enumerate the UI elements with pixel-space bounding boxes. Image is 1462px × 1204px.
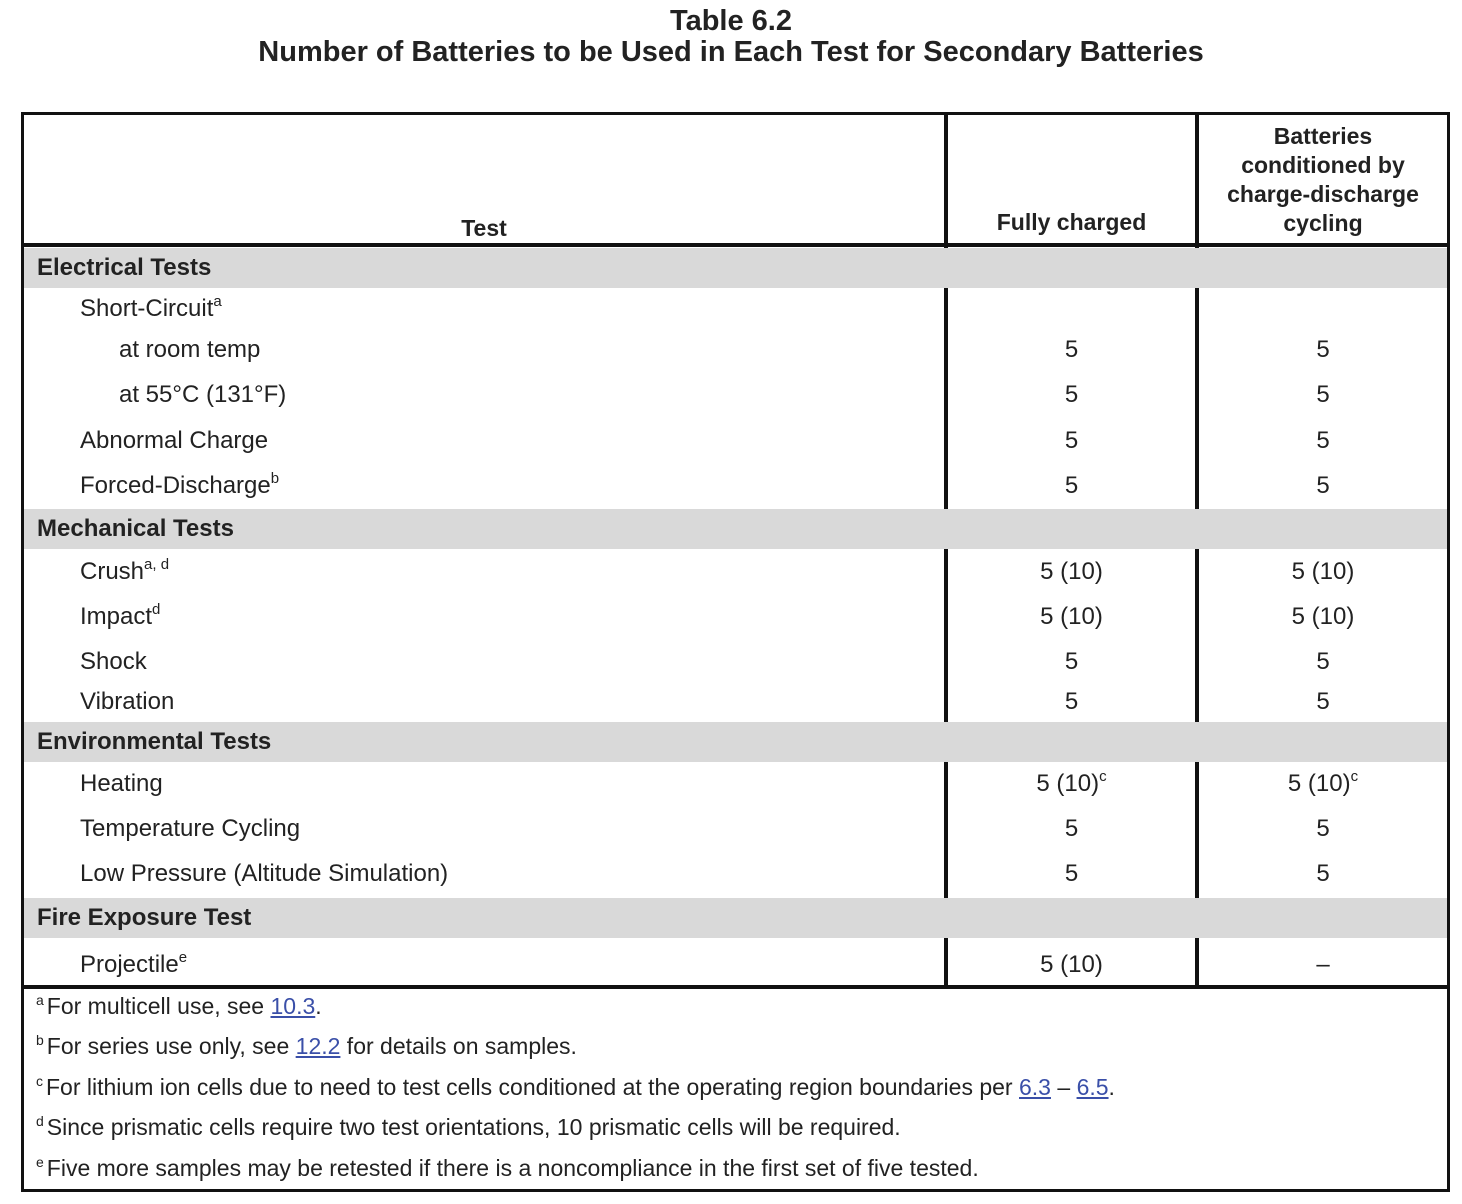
test-label-forced-discharge: Forced-Discharge$^b$ — [80, 470, 280, 499]
test-label-projectile: Projectile$^e$ — [80, 949, 188, 978]
footnote-c: $^c$ For lithium ion cells due to need to test cells conditioned at the operating region boundaries per 6.3 – 6.5. — [36, 1073, 1115, 1100]
column-header-test: Test — [461, 215, 507, 241]
test-label-temperature-cycling: Temperature Cycling — [80, 815, 301, 842]
fully-charged-value: 5 — [1064, 336, 1079, 363]
test-label-shock: Shock — [80, 648, 147, 675]
test-label-impact: Impact$^d$ — [80, 601, 161, 630]
footnote-ref: a — [213, 293, 222, 310]
section-title-fire-exposure: Fire Exposure Test — [37, 904, 252, 931]
conditioned-value: 5 — [1316, 472, 1330, 499]
conditioned-value: 5 — [1316, 336, 1330, 363]
column-header-conditioned-line: cycling — [1283, 210, 1363, 236]
footnote-ref: d — [152, 601, 161, 618]
fully-charged-value: 5 — [1064, 648, 1079, 675]
section-title-electrical: Electrical Tests — [37, 254, 212, 281]
column-header-fully-charged: Fully charged — [996, 209, 1147, 235]
fully-charged-value: 5 $(10)^c$ — [1036, 768, 1107, 797]
column-header-conditioned-line: conditioned by — [1241, 152, 1405, 178]
section-link[interactable]: 6.5 — [1076, 1074, 1109, 1100]
conditioned-value: 5 — [1316, 688, 1330, 715]
conditioned-value: 5 (10) — [1291, 558, 1355, 585]
section-title-environmental: Environmental Tests — [37, 728, 272, 755]
column-header-conditioned-line: Batteries — [1273, 123, 1373, 149]
test-label-abnormal-charge: Abnormal Charge — [80, 427, 269, 454]
footnote-e: $^e$ Five more samples may be retested if there is a noncompliance in the first set of five tested. — [36, 1154, 979, 1181]
conditioned-value: 5 — [1316, 860, 1330, 887]
table-title: Number of Batteries to be Used in Each Test for Secondary Batteries — [258, 36, 1204, 68]
conditioned-value: 5 — [1316, 648, 1330, 675]
conditioned-value: 5 $(10)^c$ — [1287, 768, 1359, 797]
footnote-ref: c — [1099, 768, 1107, 785]
fully-charged-value: 5 — [1064, 472, 1079, 499]
footnote-b: $^b$ For series use only, see 12.2 for details on samples. — [36, 1032, 577, 1059]
fully-charged-value: 5 — [1064, 860, 1079, 887]
footnote-ref: b — [270, 470, 280, 487]
fully-charged-value: 5 — [1064, 381, 1079, 408]
footnote-ref: c — [1350, 768, 1359, 785]
footnote-ref: e — [178, 949, 188, 966]
conditioned-value: 5 — [1316, 815, 1330, 842]
conditioned-value: 5 — [1316, 381, 1330, 408]
fully-charged-value: 5 — [1064, 688, 1079, 715]
footnote-a: $^a$ For multicell use, see 10.3. — [36, 992, 322, 1019]
column-header-conditioned — [1199, 122, 1447, 238]
footnote-ref: a, d — [144, 556, 170, 573]
table-number: Table 6.2 — [670, 5, 792, 37]
test-label-crush: Crush$^{a, d}$ — [80, 556, 170, 585]
fully-charged-value: 5 — [1064, 427, 1079, 454]
footnote-d: $^d$ Since prismatic cells require two test orientations, 10 prismatic cells will be required. — [36, 1113, 901, 1140]
test-label-short-circuit: Short-Circuit$^a$ — [80, 293, 222, 322]
fully-charged-value: 5 (10) — [1040, 558, 1103, 585]
section-title-mechanical: Mechanical Tests — [37, 515, 234, 542]
conditioned-value: – — [1316, 951, 1330, 978]
test-label-room-temp: at room temp — [119, 336, 261, 363]
column-header-conditioned-line: charge-discharge — [1227, 181, 1419, 207]
section-link[interactable]: 10.3 — [270, 993, 316, 1019]
fully-charged-value: 5 (10) — [1040, 951, 1103, 978]
table-caption — [0, 6, 1462, 68]
test-label-low-pressure: Low Pressure (Altitude Simulation) — [80, 860, 449, 887]
test-label-vibration: Vibration — [80, 688, 175, 715]
section-link[interactable]: 6.3 — [1019, 1074, 1051, 1100]
conditioned-value: 5 — [1316, 427, 1330, 454]
fully-charged-value: 5 — [1064, 815, 1079, 842]
test-label-heating: Heating — [80, 770, 163, 797]
conditioned-value: 5 (10) — [1291, 603, 1355, 630]
battery-test-table — [21, 112, 1450, 1192]
section-link[interactable]: 12.2 — [295, 1033, 341, 1059]
test-label-55c: at 55°C (131°F) — [119, 381, 287, 408]
fully-charged-value: 5 (10) — [1040, 603, 1103, 630]
